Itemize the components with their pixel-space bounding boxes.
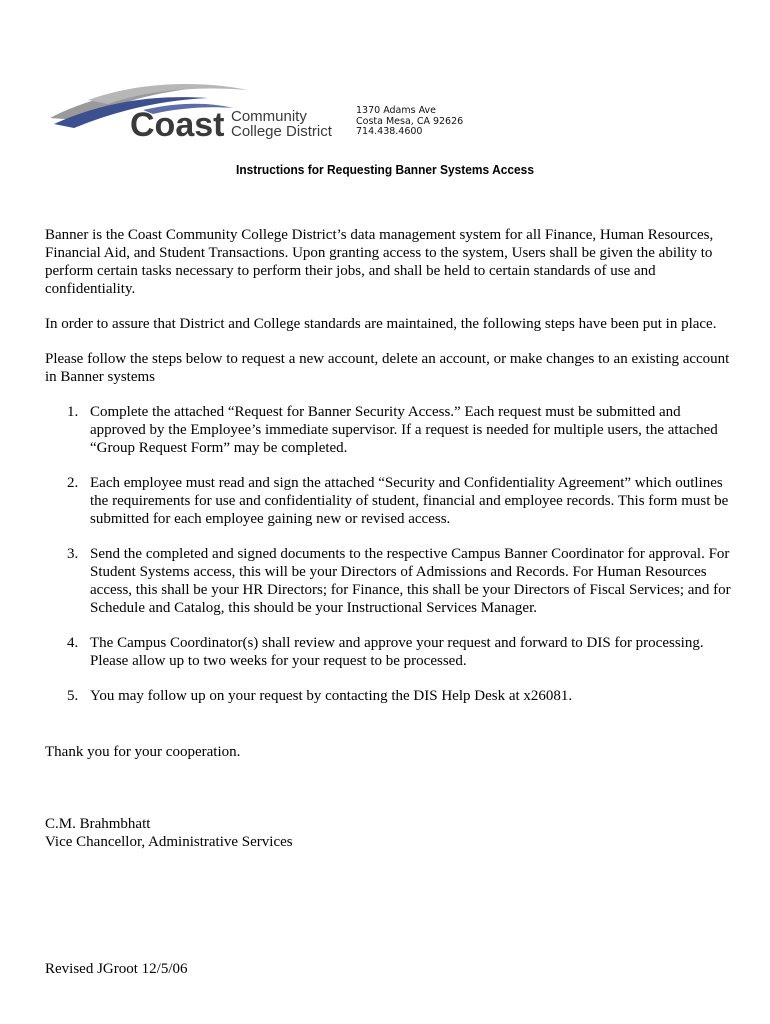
district-address [356,106,463,138]
step-number: 5. [67,688,79,704]
step-number: 4. [67,635,79,651]
coast-logo [48,80,348,142]
logo-line2: College District [231,123,332,140]
step-text: You may follow up on your request by contacting the DIS Help Desk at x26081. [90,688,573,704]
address-street: 1370 Adams Ave [356,105,437,116]
step-item [45,687,735,705]
intro-paragraph: Banner is the Coast Community College District’s data management system for all Finance, Human Resources, Financial Aid, and Student Transactions. Upon granting access to the system, Users shall be given the ability to perform certain tasks necessary to perform their jobs, and shall be held to certain standards of use and confidentiality. [45,227,714,297]
document-body [45,226,735,722]
step-item [45,474,735,528]
step-text: Send the completed and signed documents to the respective Campus Banner Coordinator for approval. For Student Systems access, this will be your Directors of Admissions and Records. For Human Resources access, this shall be your HR Directors; for Finance, this shall be your Directors of Fiscal Services; and for Schedule and Catalog, this should be your Instructional Services Manager. [90,546,731,616]
document-title: Instructions for Requesting Banner Systems Access [236,162,534,177]
instructions-paragraph: Please follow the steps below to request a new account, delete an account, or make changes to an existing account in Banner systems [45,351,730,385]
step-item [45,403,735,457]
signer-position: Vice Chancellor, Administrative Services [45,834,293,850]
step-item [45,545,735,617]
step-number: 2. [67,475,79,491]
closing-line: Thank you for your cooperation. [45,744,241,760]
logo-wordmark: Coast [130,106,225,142]
signature-block [45,815,293,851]
steps-list [45,403,735,705]
step-number: 1. [67,404,79,420]
step-text: Complete the attached “Request for Banner Security Access.” Each request must be submitted and approved by the Employee’s immediate supervisor. If a request is needed for multiple users, the attached “Group Request Form” may be completed. [90,404,718,456]
step-number: 3. [67,546,79,562]
logo-line1: Community [231,108,307,125]
address-phone: 714.438.4600 [356,126,423,137]
step-item [45,634,735,670]
signer-name: C.M. Brahmbhatt [45,816,151,832]
step-text: Each employee must read and sign the attached “Security and Confidentiality Agreement” which outlines the requirements for use and confidentiality of student, financial and employee records. This form must be submitted for each employee gaining new or revised access. [90,475,729,527]
address-city: Costa Mesa, CA 92626 [356,115,464,127]
standards-paragraph: In order to assure that District and College standards are maintained, the following steps have been put in place. [45,316,717,332]
revision-note: Revised JGroot 12/5/06 [45,961,188,977]
step-text: The Campus Coordinator(s) shall review and approve your request and forward to DIS for processing. Please allow up to two weeks for your request to be processed. [90,635,704,669]
